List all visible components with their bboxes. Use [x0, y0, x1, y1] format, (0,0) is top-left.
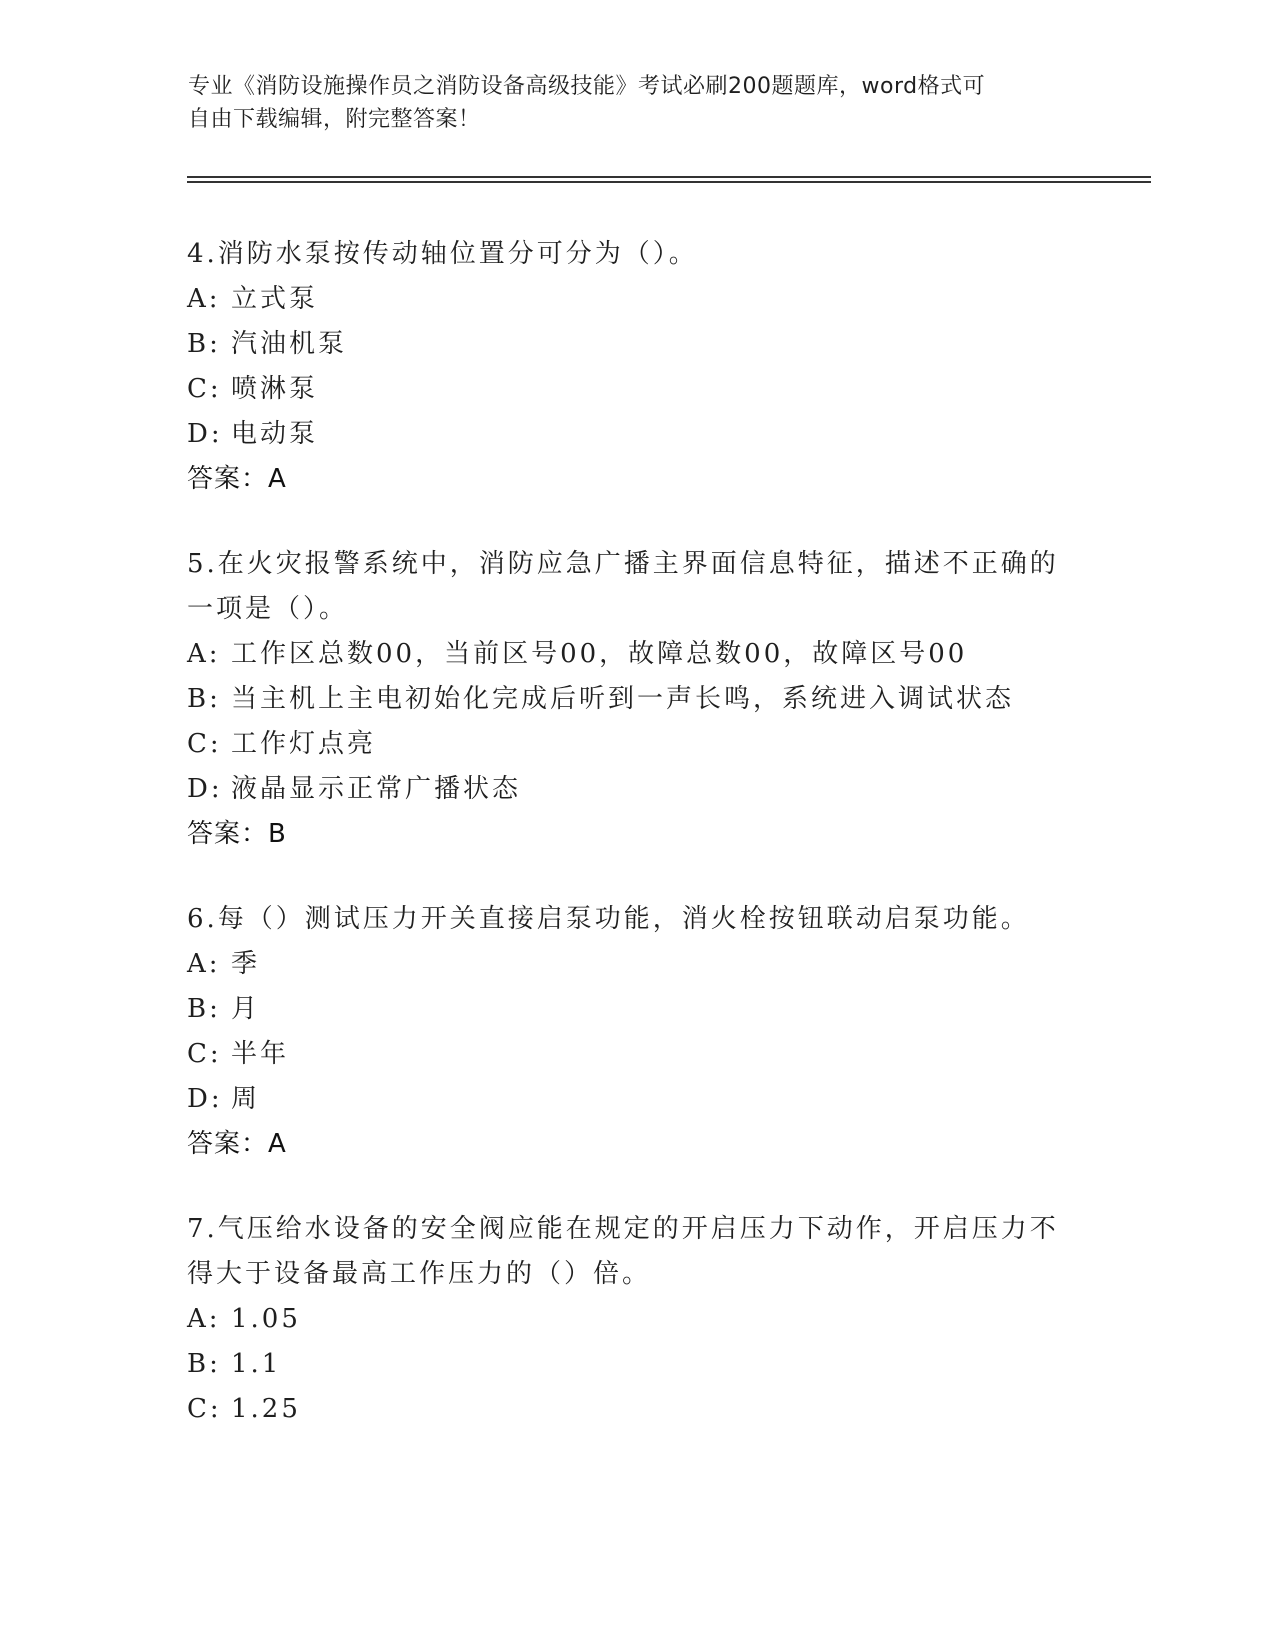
option-letter: B: [187, 994, 221, 1024]
answer-line: 答案：A [187, 1129, 287, 1159]
answer-line: 答案：B [187, 819, 287, 849]
question-option [187, 367, 1087, 412]
option-letter: C: [187, 1394, 222, 1424]
question-option [187, 1342, 1087, 1387]
option-letter: D: [187, 774, 223, 804]
option-letter: B: [187, 684, 221, 714]
question-stem: 5.在火灾报警系统中，消防应急广播主界面信息特征，描述不正确的 [187, 549, 1059, 579]
option-text: 液晶显示正常广播状态 [231, 774, 522, 804]
question-stem: 6.每（）测试压力开关直接启泵功能，消火栓按钮联动启泵功能。 [187, 904, 1030, 934]
question-option [187, 942, 1087, 987]
question-block [187, 1207, 1087, 1432]
question-block [187, 542, 1087, 857]
document-header [188, 70, 1068, 136]
header-divider-top [187, 176, 1151, 178]
header-line-2: 自由下载编辑，附完整答案！ [188, 107, 481, 132]
question-option [187, 1077, 1087, 1122]
option-letter: C: [187, 1039, 222, 1069]
option-text: 1.05 [231, 1304, 301, 1334]
option-text: 季 [231, 949, 261, 979]
option-letter: A: [187, 949, 221, 979]
option-text: 立式泵 [231, 284, 319, 314]
option-text: 当主机上主电初始化完成后听到一声长鸣，系统进入调试状态 [231, 684, 1015, 714]
option-text: 汽油机泵 [231, 329, 348, 359]
question-option [187, 1297, 1087, 1342]
option-text: 工作灯点亮 [231, 729, 377, 759]
question-option [187, 412, 1087, 457]
option-text: 1.1 [231, 1349, 282, 1379]
question-block [187, 897, 1087, 1167]
option-text: 喷淋泵 [231, 374, 319, 404]
header-line-1: 专业《消防设施操作员之消防设备高级技能》考试必刷200题题库，word格式可 [188, 74, 986, 99]
option-text: 1.25 [231, 1394, 301, 1424]
question-option [187, 632, 1087, 677]
option-letter: A: [187, 639, 221, 669]
question-stem: 得大于设备最高工作压力的（）倍。 [187, 1259, 652, 1289]
question-option [187, 1387, 1087, 1432]
question-option [187, 322, 1087, 367]
question-stem: 7.气压给水设备的安全阀应能在规定的开启压力下动作，开启压力不 [187, 1214, 1059, 1244]
question-option [187, 677, 1087, 722]
option-text: 电动泵 [231, 419, 319, 449]
header-divider-bottom [187, 181, 1151, 183]
question-option [187, 767, 1087, 812]
option-letter: C: [187, 729, 222, 759]
question-stem: 4.消防水泵按传动轴位置分可分为（）。 [187, 239, 698, 269]
question-option [187, 722, 1087, 767]
option-text: 周 [231, 1084, 261, 1114]
option-letter: A: [187, 1304, 221, 1334]
option-letter: B: [187, 1349, 221, 1379]
option-letter: C: [187, 374, 222, 404]
option-letter: D: [187, 419, 223, 449]
option-letter: A: [187, 284, 221, 314]
option-text: 月 [231, 994, 261, 1024]
answer-line: 答案：A [187, 464, 287, 494]
option-text: 半年 [231, 1039, 290, 1069]
option-letter: D: [187, 1084, 223, 1114]
option-text: 工作区总数00，当前区号00，故障总数00，故障区号00 [231, 639, 968, 669]
question-list [187, 232, 1087, 1472]
option-letter: B: [187, 329, 221, 359]
question-stem: 一项是（）。 [187, 594, 349, 624]
question-option [187, 987, 1087, 1032]
question-option [187, 1032, 1087, 1077]
question-option [187, 277, 1087, 322]
question-block [187, 232, 1087, 502]
